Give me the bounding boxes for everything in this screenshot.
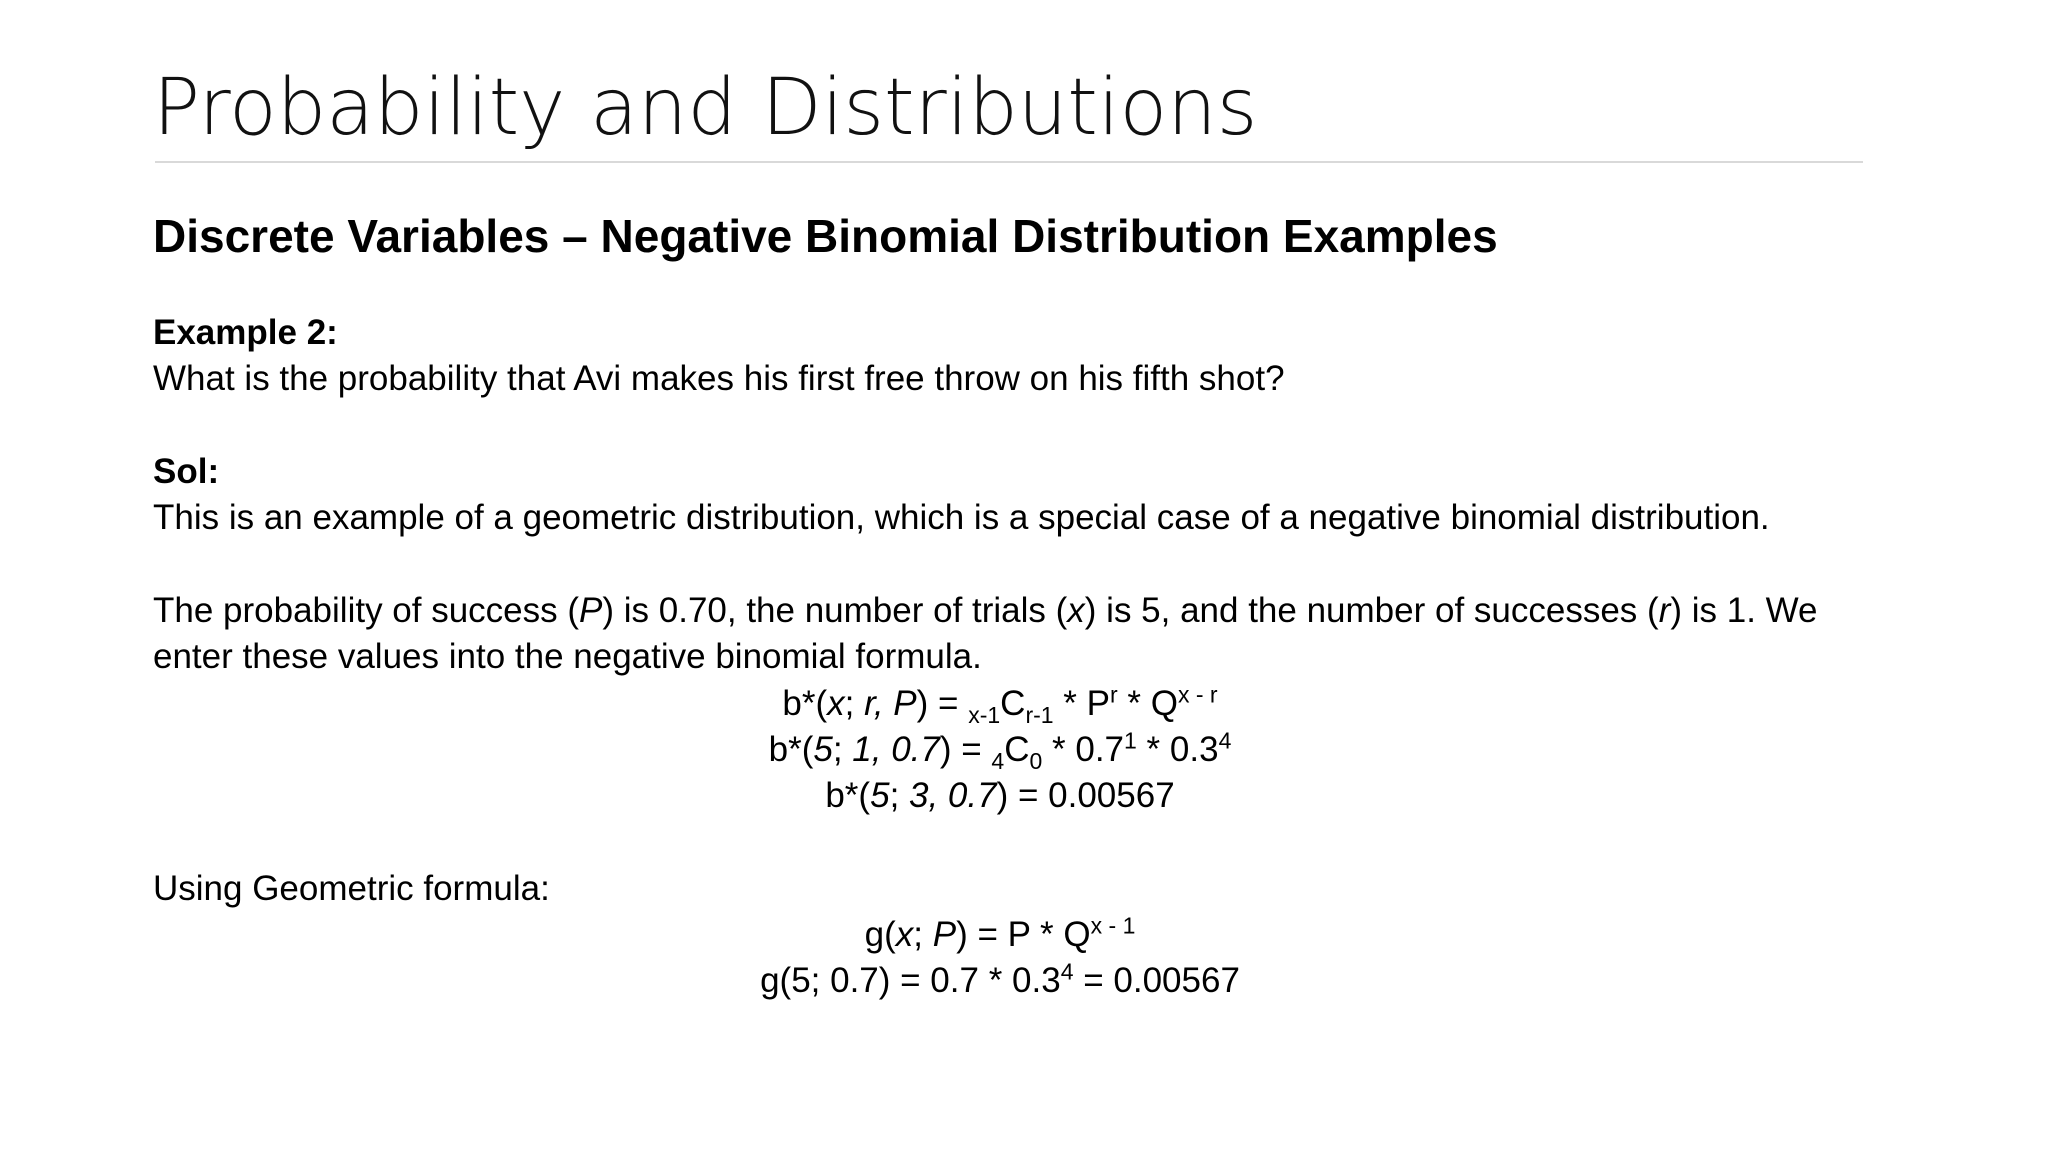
slide-title: Probability and Distributions: [153, 63, 1258, 153]
title-divider: [155, 161, 1863, 163]
solution-paragraph-line-2: enter these values into the negative binomial formula.: [153, 637, 982, 676]
solution-label: Sol:: [153, 452, 220, 491]
slide-subtitle: Discrete Variables – Negative Binomial Distribution Examples: [153, 210, 1498, 262]
example-label: Example 2:: [153, 313, 338, 352]
negative-binomial-result: b*(5; 3, 0.7) = 0.00567: [825, 776, 1175, 815]
solution-intro: This is an example of a geometric distribution, which is a special case of a negative binomial distribution.: [153, 498, 1770, 537]
negative-binomial-formula: b*(x; r, $P) = _{x-1}C_{r-1} * P^r * Q^{x - r}$: [782, 681, 1218, 729]
negative-binomial-substitution: b*(5; 1, $0.7) = _4C_0 * 0.7^1 * 0.3^4$: [768, 727, 1232, 775]
solution-paragraph-line-1: The probability of success (P) is 0.70, the number of trials (x) is 5, and the number of successes (r) is 1. We: [153, 591, 1818, 630]
geometric-label: Using Geometric formula:: [153, 869, 550, 908]
geometric-formula: g(x; $P) = P * Q^{x - 1}$: [864, 912, 1136, 954]
example-question: What is the probability that Avi makes his first free throw on his fifth shot?: [153, 359, 1285, 398]
geometric-result: g(5; $0.7) = 0.7 * 0.3^4 = 0.00567$: [760, 958, 1240, 1000]
